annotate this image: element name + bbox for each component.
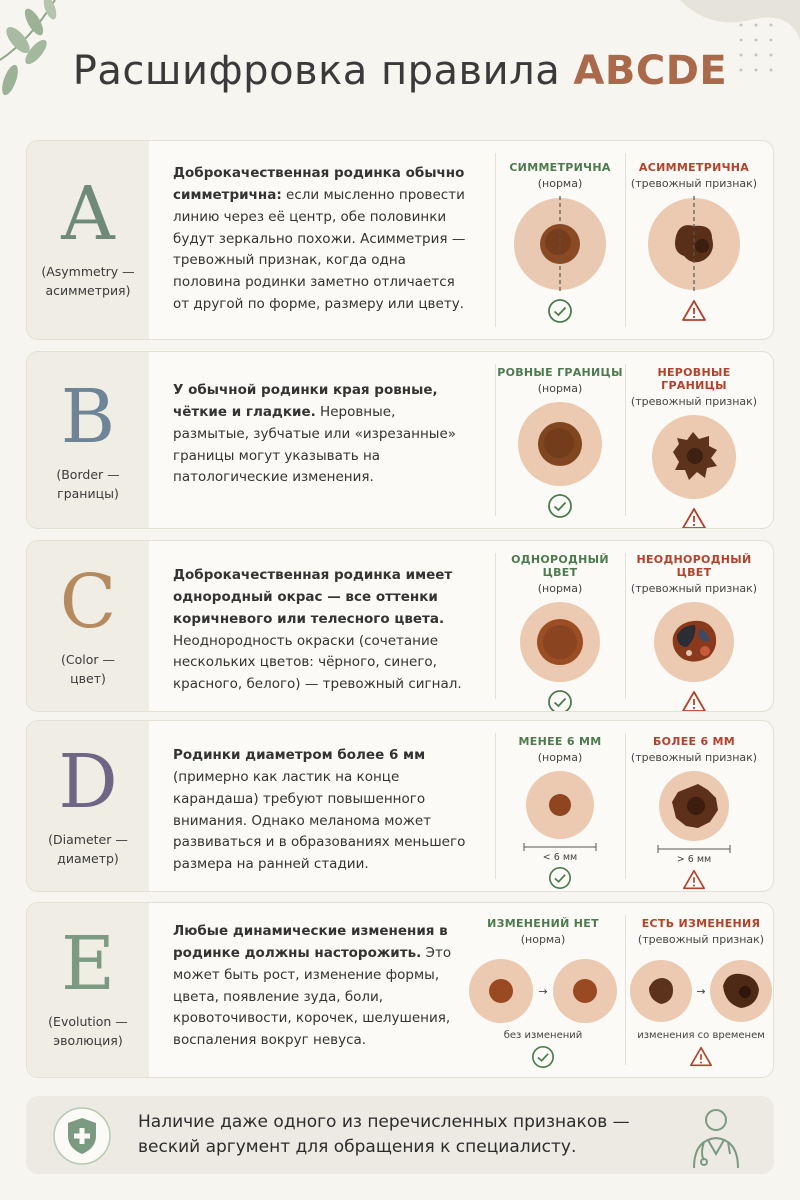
card-description [173,745,473,876]
warning-title: НЕРОВНЫЕ ГРАНИЦЫ [657,366,731,392]
card-description [173,921,469,1052]
warning-triangle-icon [681,689,707,712]
card-description [173,380,473,489]
description-rest: Неровные, размытые, зубчатые или «изрезанные» границы могут указывать на патологические изменения. [173,403,457,486]
description-rest: Неоднородность окраски (сочетание нескольких цветов: чёрного, синего, красного, белого) — тревожный сигнал. [173,632,462,693]
normal-example [493,541,627,711]
warning-triangle-icon [681,506,707,529]
conclusion-banner [26,1096,774,1174]
description-bold: У обычной родинки края ровные, чёткие и гладкие. [173,382,438,420]
evolution-caption: без изменений [503,1030,583,1041]
card-letter: C [59,559,117,645]
normal-example [493,141,627,339]
card-asymmetry [26,140,774,340]
card-color [26,540,774,712]
measure-line-small [520,842,600,852]
normal-subtitle: (норма) [537,177,583,190]
normal-title: ОДНОРОДНЫЙ ЦВЕТ [511,553,609,579]
page-title [0,48,800,94]
doctor-icon [684,1102,748,1170]
warning-example [627,721,761,891]
warning-title: АСИММЕТРИЧНА [638,161,750,174]
description-bold: Любые динамические изменения в родинке должны насторожить. [173,923,448,961]
warning-subtitle: (тревожный признак) [637,933,765,946]
evolution-caption: изменения со временем [637,1030,765,1041]
measure-line-large [654,844,734,854]
divider [625,915,626,1065]
description-rest: Это может быть рост, изменение формы, цвета, появление зуда, боли, кровоточивости, корочек, шелушения, воспаления вокруг невуса. [173,944,452,1049]
warning-subtitle: (тревожный признак) [630,395,758,408]
warning-example [627,141,761,339]
card-letter-subtitle: (Evolution — эволюция) [48,1014,128,1048]
check-circle-icon [531,1045,555,1069]
card-letter-subtitle: (Diameter — диаметр) [48,832,128,866]
symmetric-mole-image [512,196,608,292]
normal-title: РОВНЫЕ ГРАНИЦЫ [497,366,623,379]
description-rest: если мысленно провести линию через её центр, обе половинки будут зеркально похожи. Асимметрия — тревожный признак, когда одна половина родинки заметно отличается от другой по форме, размеру или цвету. [173,186,466,313]
card-diameter [26,720,774,892]
warning-title: ЕСТЬ ИЗМЕНЕНИЯ [641,917,761,930]
card-description [173,565,473,696]
shield-plus-icon [52,1106,112,1166]
card-letter: A [61,171,115,257]
card-letter-panel [27,541,149,711]
unchanged-mole-image [468,958,618,1024]
check-circle-icon [547,298,573,324]
irregular-border-mole-image [651,414,737,500]
normal-title: СИММЕТРИЧНА [509,161,611,174]
card-letter-panel [27,141,149,339]
card-letter-panel [27,721,149,891]
size-caption: > 6 мм [676,854,712,865]
description-rest: (примерно как ластик на конце карандаша) требуют повышенного внимания. Однако меланома может развиваться и в образованиях меньшего размера на ранней стадии. [173,768,466,873]
large-mole-image [658,770,730,842]
normal-title: МЕНЕЕ 6 ММ [518,735,602,748]
changing-mole-image [629,958,773,1024]
normal-subtitle: (норма) [537,382,583,395]
normal-subtitle: (норма) [537,582,583,595]
description-bold: Доброкачественная родинка имеет однородный окрас — все оттенки коричневого или телесного цвета. [173,567,453,627]
uniform-color-mole-image [519,601,601,683]
warning-example [627,541,761,711]
card-letter-subtitle: (Border — границы) [56,467,120,501]
card-letter-panel [27,903,149,1077]
check-circle-icon [547,493,573,519]
size-caption: < 6 мм [542,852,578,863]
normal-subtitle: (норма) [537,751,583,764]
card-letter-subtitle: (Asymmetry — асимметрия) [41,264,135,298]
check-circle-icon [547,689,573,712]
warning-triangle-icon [682,868,706,892]
warning-example [627,352,761,528]
smooth-border-mole-image [517,401,603,487]
normal-subtitle: (норма) [520,933,566,946]
card-letter: E [60,921,116,1007]
multicolor-mole-image [653,601,735,683]
card-border [26,351,774,529]
check-circle-icon [548,866,572,890]
svg-text:→: → [696,985,706,998]
card-letter: B [60,374,116,460]
normal-example [461,903,625,1077]
normal-example [493,721,627,891]
small-mole-image [525,770,595,840]
warning-subtitle: (тревожный признак) [630,582,758,595]
warning-triangle-icon [681,298,707,324]
card-letter-subtitle: (Color — цвет) [61,652,115,686]
card-letter-panel [27,352,149,528]
warning-title: НЕОДНОРОДНЫЙ ЦВЕТ [636,553,752,579]
card-description [173,163,473,316]
normal-title: ИЗМЕНЕНИЙ НЕТ [487,917,599,930]
card-evolution [26,902,774,1078]
warning-title: БОЛЕЕ 6 ММ [652,735,736,748]
svg-text:→: → [538,985,548,998]
description-bold: Доброкачественная родинка обычно симметрична: [173,165,465,203]
title-prefix: Расшифровка правила [72,48,561,94]
normal-example [493,352,627,528]
description-bold: Родинки диаметром более 6 мм [173,747,426,763]
warning-example [627,903,774,1077]
asymmetric-mole-image [646,196,742,292]
card-letter: D [58,739,118,825]
warning-subtitle: (тревожный признак) [630,751,758,764]
title-accent: ABCDE [573,48,728,94]
warning-triangle-icon [689,1045,713,1069]
conclusion-text: Наличие даже одного из перечисленных признаков — веский аргумент для обращения к специалисту. [138,1112,630,1157]
warning-subtitle: (тревожный признак) [630,177,758,190]
